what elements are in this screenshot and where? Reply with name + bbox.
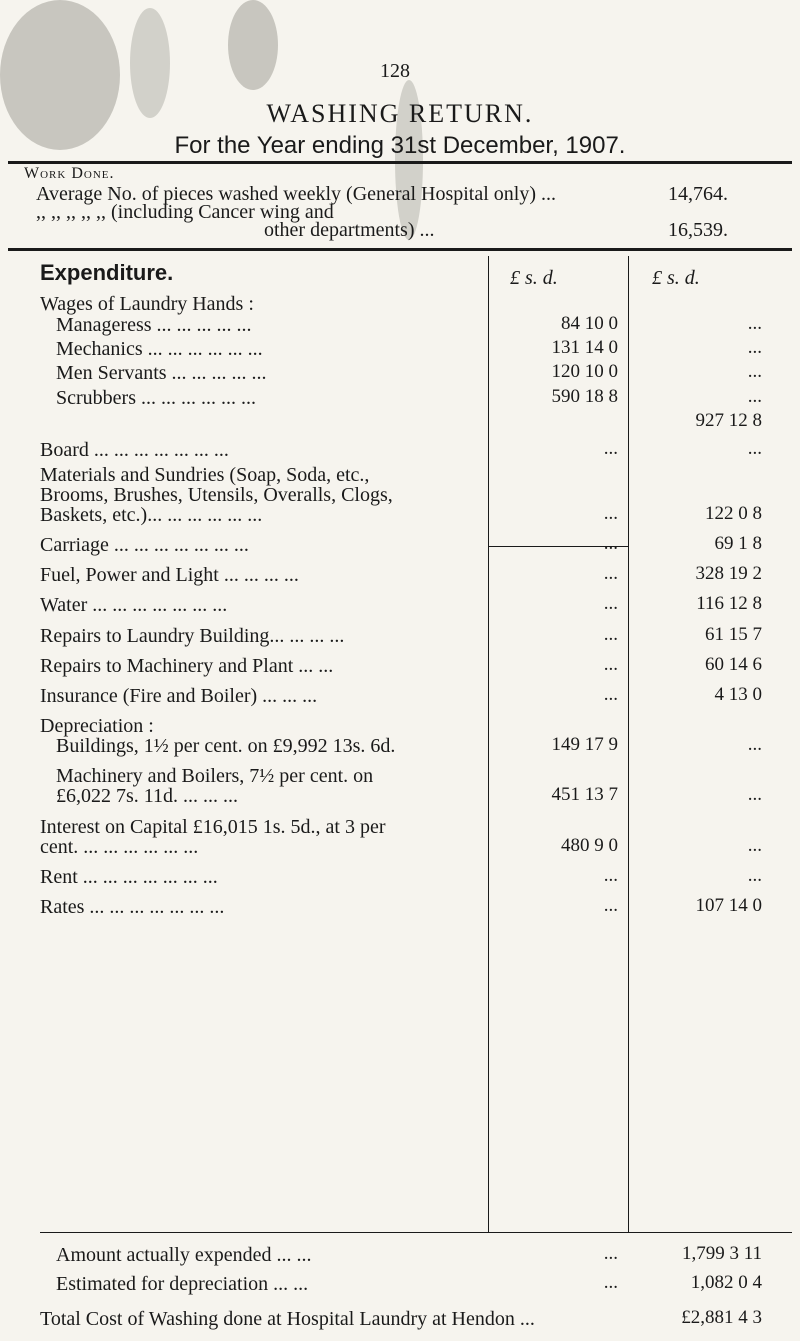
expenditure-row-c1: ... bbox=[603, 864, 618, 886]
expenditure-row-c2: ... bbox=[747, 437, 762, 459]
page-title: WASHING RETURN. bbox=[266, 98, 534, 128]
wages-heading: Wages of Laundry Hands : bbox=[40, 292, 254, 315]
estimated-depreciation-c1: ... bbox=[603, 1272, 618, 1294]
expenditure-row-label: Water ... ... ... ... ... ... ... bbox=[40, 594, 228, 617]
expenditure-row-label: Fuel, Power and Light ... ... ... ... bbox=[40, 564, 299, 587]
amount-expended-label: Amount actually expended ... ... bbox=[56, 1243, 312, 1266]
expenditure-row-label: Men Servants ... ... ... ... ... bbox=[56, 362, 267, 385]
work-done-value-1: 14,764. bbox=[668, 182, 728, 205]
expenditure-heading: Expenditure. bbox=[40, 259, 174, 285]
expenditure-row-label: Rent ... ... ... ... ... ... ... bbox=[40, 865, 218, 888]
expenditure-row-label: Interest on Capital £16,015 1s. 5d., at 3 per bbox=[40, 815, 386, 838]
expenditure-row-c2: ... bbox=[747, 864, 762, 886]
expenditure-row-c1: ... bbox=[603, 895, 618, 917]
expenditure-row-c2: ... bbox=[747, 336, 762, 358]
expenditure-row-label: Rates ... ... ... ... ... ... ... bbox=[40, 896, 225, 919]
grand-total-label: Total Cost of Washing done at Hospital Laundry at Hendon ... bbox=[40, 1308, 535, 1331]
expenditure-row-c1: ... bbox=[603, 593, 618, 615]
page-subtitle: For the Year ending 31st December, 1907. bbox=[174, 132, 626, 160]
expenditure-row-c1: 84 10 0 bbox=[561, 312, 618, 334]
column-divider bbox=[628, 256, 629, 1232]
expenditure-row-label: Mechanics ... ... ... ... ... ... bbox=[56, 337, 263, 360]
expenditure-row-label: Repairs to Machinery and Plant ... ... bbox=[40, 654, 334, 677]
expenditure-row-c2: ... bbox=[747, 734, 762, 756]
expenditure-row-c1: 451 13 7 bbox=[551, 784, 618, 806]
grand-total-value: £2,881 4 3 bbox=[681, 1307, 762, 1329]
expenditure-row-c2: ... bbox=[747, 312, 762, 334]
expenditure-row-c2: 122 0 8 bbox=[705, 502, 762, 524]
expenditure-row-c2: 116 12 8 bbox=[696, 593, 762, 615]
expenditure-row-label: Repairs to Laundry Building... ... ... ... bbox=[40, 624, 345, 647]
expenditure-row-c1: 590 18 8 bbox=[551, 385, 618, 407]
expenditure-row-c1: ... bbox=[603, 653, 618, 675]
expenditure-row-label: Buildings, 1½ per cent. on £9,992 13s. 6d. bbox=[56, 735, 396, 758]
work-done-value-2: 16,539. bbox=[668, 218, 728, 241]
expenditure-row-c1: ... bbox=[603, 533, 618, 555]
expenditure-row-c2: ... bbox=[747, 385, 762, 407]
estimated-depreciation-c2: 1,082 0 4 bbox=[690, 1272, 762, 1294]
work-done-line-1: Average No. of pieces washed weekly (General Hospital only) ... bbox=[36, 182, 556, 205]
column-header-1: £ s. d. bbox=[510, 266, 558, 289]
header-rule bbox=[8, 161, 792, 164]
expenditure-row-c2: 328 19 2 bbox=[695, 563, 762, 585]
estimated-depreciation-label: Estimated for depreciation ... ... bbox=[56, 1273, 309, 1296]
section-rule bbox=[8, 248, 792, 251]
expenditure-row-label: Scrubbers ... ... ... ... ... ... bbox=[56, 386, 256, 409]
expenditure-row-label: Brooms, Brushes, Utensils, Overalls, Clogs, bbox=[40, 483, 393, 506]
work-done-heading: Work Done. bbox=[24, 165, 115, 183]
expenditure-row-c2: 69 1 8 bbox=[714, 533, 762, 555]
column-header-2: £ s. d. bbox=[652, 266, 700, 289]
expenditure-row-label: cent. ... ... ... ... ... ... bbox=[40, 835, 199, 858]
expenditure-row-label: Materials and Sundries (Soap, Soda, etc., bbox=[40, 463, 370, 486]
expenditure-row-c2: 107 14 0 bbox=[695, 895, 762, 917]
expenditure-row-label: Insurance (Fire and Boiler) ... ... ... bbox=[40, 684, 318, 707]
total-rule bbox=[40, 1232, 792, 1233]
expenditure-row-c1: ... bbox=[603, 683, 618, 705]
expenditure-row-c1: 120 10 0 bbox=[551, 361, 618, 383]
expenditure-row-c2: 927 12 8 bbox=[695, 409, 762, 431]
expenditure-row-c2: ... bbox=[747, 361, 762, 383]
expenditure-row-c1: ... bbox=[603, 563, 618, 585]
expenditure-row-label: £6,022 7s. 11d. ... ... ... bbox=[56, 785, 239, 808]
expenditure-row-label: Depreciation : bbox=[40, 715, 154, 738]
expenditure-row-label: Machinery and Boilers, 7½ per cent. on bbox=[56, 765, 374, 788]
expenditure-row-c1: ... bbox=[603, 623, 618, 645]
expenditure-row-c2: ... bbox=[747, 784, 762, 806]
expenditure-row-label: Manageress ... ... ... ... ... bbox=[56, 313, 252, 336]
expenditure-row-c1: 131 14 0 bbox=[551, 336, 618, 358]
expenditure-row-label: Board ... ... ... ... ... ... ... bbox=[40, 438, 229, 461]
ink-smudge bbox=[228, 0, 278, 90]
expenditure-row-c1: 149 17 9 bbox=[551, 734, 618, 756]
expenditure-row-c2: 4 13 0 bbox=[714, 683, 762, 705]
expenditure-row-label: Carriage ... ... ... ... ... ... ... bbox=[40, 534, 249, 557]
work-done-line-3: other departments) ... bbox=[264, 218, 435, 241]
amount-expended-c1: ... bbox=[603, 1242, 618, 1264]
expenditure-row-c1: ... bbox=[603, 502, 618, 524]
work-done-line-2: ,, ,, ,, ,, ,, (including Cancer wing and bbox=[36, 201, 334, 224]
expenditure-row-label: Baskets, etc.)... ... ... ... ... ... bbox=[40, 503, 263, 526]
expenditure-row-c1: ... bbox=[603, 437, 618, 459]
expenditure-row-c2: 61 15 7 bbox=[705, 623, 762, 645]
amount-expended-c2: 1,799 3 11 bbox=[681, 1242, 762, 1264]
expenditure-row-c2: ... bbox=[747, 834, 762, 856]
expenditure-row-c2: 60 14 6 bbox=[705, 653, 762, 675]
page-number: 128 bbox=[380, 60, 410, 83]
expenditure-row-c1: 480 9 0 bbox=[561, 834, 618, 856]
